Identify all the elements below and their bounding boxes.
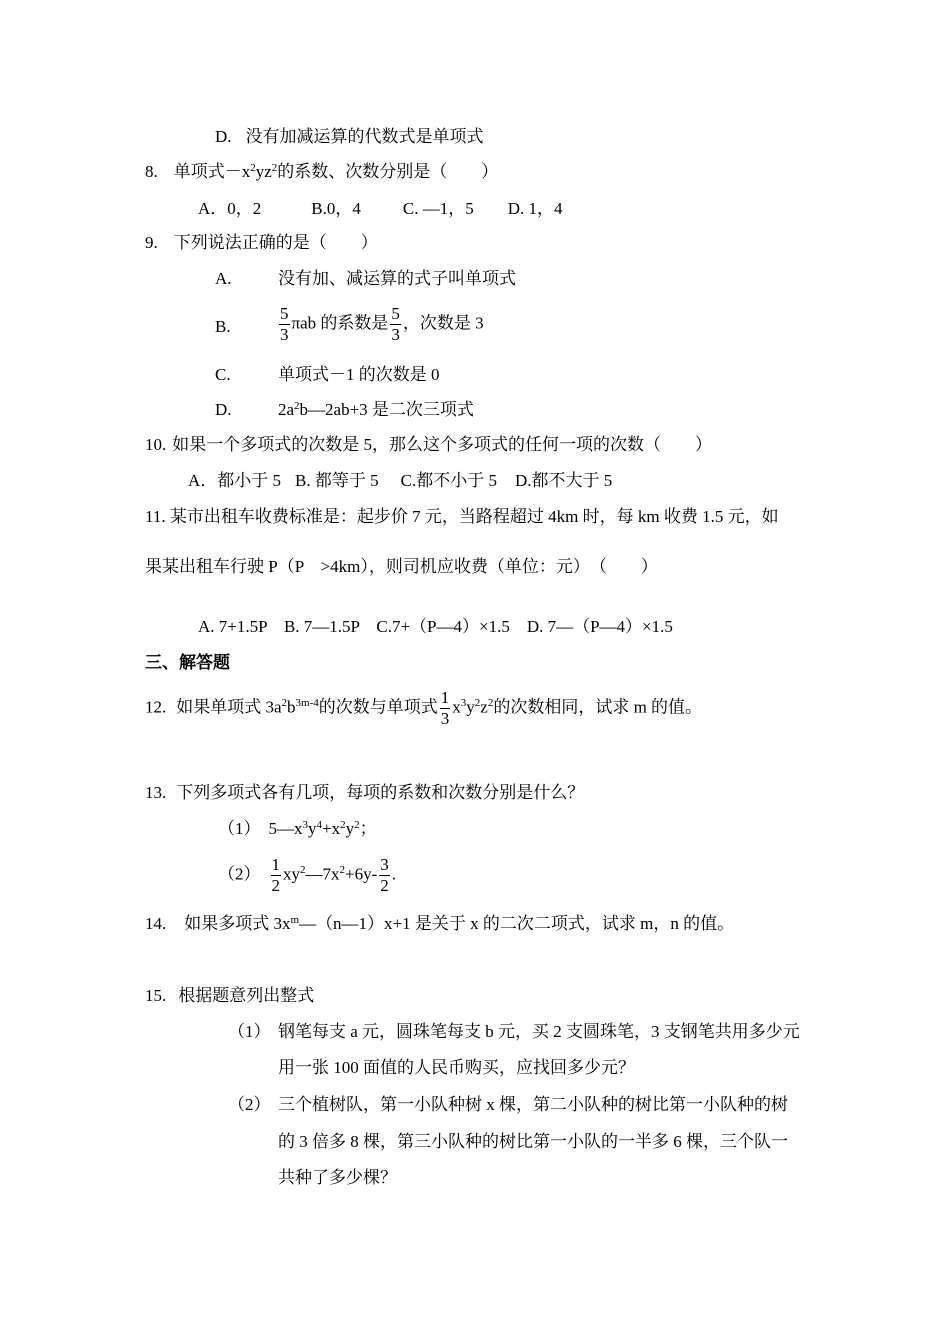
q14-stem	[145, 913, 734, 937]
q12-number: 12.	[145, 697, 167, 717]
q13-p1-part: ；	[359, 819, 377, 838]
q10-stem-text: 如果一个多项式的次数是 5，那么这个多项式的任何一项的次数（ ）	[172, 435, 712, 454]
q13-part-1	[218, 818, 377, 842]
q7-d-text: 没有加减运算的代数式是单项式	[245, 127, 484, 146]
q12-part: 如果单项式 3a	[176, 697, 282, 717]
q13-stem-text: 下列多项式各有几项，每项的系数和次数分别是什么？	[176, 783, 585, 802]
q8-options	[198, 198, 563, 220]
fraction-numerator: 3	[380, 855, 389, 874]
q13-p1-label: （1）	[218, 819, 261, 838]
q9-d-part: 2a	[278, 400, 295, 419]
q9-option-a-text: 没有加、减运算的式子叫单项式	[278, 269, 516, 288]
q9-d-sup: 2	[294, 400, 300, 412]
q13-sup: 3	[302, 819, 308, 831]
q12-part: x	[452, 697, 461, 717]
q8-option-b: B.0，4	[311, 199, 361, 218]
q9-option-b	[215, 316, 231, 338]
q13-stem	[145, 782, 584, 804]
q13-p1-part: +x	[322, 819, 341, 838]
q12-sup: 2	[474, 697, 481, 710]
fraction-denominator: 3	[440, 709, 450, 728]
q13-p2-part: +6y-	[345, 864, 378, 884]
q12-part: b	[287, 697, 296, 717]
q9-stem-text: 下列说法正确的是（ ）	[173, 233, 378, 252]
q8-stem-part: yz	[255, 162, 272, 181]
q8-stem-part: 单项式－x	[173, 162, 251, 181]
q8-option-d: D. 1，4	[507, 199, 563, 218]
q9-option-c	[215, 364, 231, 386]
q13-p2-part: —7x	[305, 864, 340, 884]
q9-option-a	[215, 268, 232, 290]
q10-stem	[145, 434, 712, 456]
q12-part: 的次数与单项式	[318, 697, 438, 717]
q9-c-label: C.	[215, 365, 231, 384]
q15-number: 15.	[145, 986, 167, 1005]
q13-part-2	[218, 855, 396, 896]
q9-b-label: B.	[215, 317, 231, 336]
fraction-denominator: 3	[391, 325, 400, 344]
q9-option-d	[215, 399, 232, 421]
q11-line-1: 11. 某市出租车收费标准是：起步价 7 元，当路程超过 4km 时，每 km 收费 1.5 元，如	[145, 507, 779, 526]
fraction	[379, 855, 390, 896]
q13-p1-part: 5—x	[268, 819, 303, 838]
q8-sup: 2	[271, 162, 278, 174]
q12-sup: 2	[281, 697, 288, 710]
q15-p1-line-2: 用一张 100 面值的人民币购买，应找回多少元？	[278, 1058, 635, 1077]
q12-sup: 3m-4	[295, 697, 319, 710]
q10-number: 10.	[145, 435, 167, 454]
q9-option-b-text	[277, 304, 484, 345]
q15-p2-line-2: 的 3 倍多 8 棵，第三小队种的树比第一小队的一半多 6 棵，三个队一	[278, 1132, 788, 1151]
q9-number: 9.	[145, 233, 158, 252]
q15-p1-label: （1）	[228, 1022, 271, 1041]
q13-number: 13.	[145, 783, 167, 802]
q7-option-d	[215, 126, 484, 148]
fraction-denominator: 2	[380, 876, 389, 895]
q9-option-d-text	[278, 399, 474, 423]
q13-p2-part: .	[391, 864, 396, 884]
q9-b-mid: πab 的系数是	[291, 313, 389, 333]
q8-stem	[145, 161, 498, 185]
q8-sup: 2	[250, 162, 256, 174]
q8-option-c: C. —1，5	[402, 199, 474, 218]
q11-options: A. 7+1.5P B. 7—1.5P C.7+（P—4）×1.5 D. 7—（P—4）×1.5	[198, 617, 673, 636]
q12-stem	[145, 688, 702, 729]
q9-stem	[145, 232, 378, 254]
q12-part: y	[466, 697, 475, 717]
q8-option-a: A．0，2	[198, 199, 262, 218]
q10-options	[188, 470, 612, 492]
q13-p2-label: （2）	[218, 864, 261, 884]
q13-sup: 2	[339, 864, 345, 877]
q10-option-d: D.都不大于 5	[514, 471, 613, 490]
section-title: 三、解答题	[145, 653, 230, 672]
q13-p1-part: y	[345, 819, 355, 838]
q14-part: —（n—1）x+1 是关于 x 的二次二项式，试求 m，n 的值。	[299, 914, 735, 933]
q15-p2-label: （2）	[228, 1095, 271, 1114]
q7-d-label: D.	[215, 127, 232, 146]
fraction	[271, 855, 282, 896]
fraction-numerator: 5	[280, 304, 289, 323]
q11-line-2: 果某出租车行驶 P（P >4km），则司机应收费（单位：元） （ ）	[145, 557, 658, 576]
q13-p1-part: y	[308, 819, 317, 838]
q13-sup: 2	[300, 864, 306, 877]
q13-sup: 4	[316, 819, 322, 831]
q12-part: z	[480, 697, 488, 717]
q8-number: 8.	[145, 162, 158, 181]
fraction	[440, 688, 451, 729]
fraction-denominator: 2	[271, 876, 280, 895]
q13-p2-part: xy	[283, 864, 300, 884]
q9-d-part: b—2ab+3 是二次三项式	[299, 400, 474, 419]
q10-option-c: C.都不小于 5	[400, 471, 497, 490]
q14-sup: m	[290, 914, 300, 926]
q12-sup: 2	[487, 697, 494, 710]
q14-number: 14.	[145, 914, 167, 933]
q15-stem-text: 根据题意列出整式	[178, 986, 315, 1005]
fraction-denominator: 3	[280, 325, 289, 344]
q9-a-label: A.	[215, 269, 232, 288]
q15-stem	[145, 985, 314, 1007]
q13-sup: 2	[340, 819, 346, 831]
q12-part: 的次数相同，试求 m 的值。	[493, 697, 703, 717]
fraction-numerator: 1	[271, 855, 280, 874]
q9-b-end: ，次数是 3	[402, 313, 484, 333]
q15-p2-line-3: 共种了多少棵？	[278, 1168, 397, 1187]
fraction	[390, 304, 401, 345]
q12-sup: 3	[460, 697, 467, 710]
q8-stem-part: 的系数、次数分别是（ ）	[277, 162, 499, 181]
q15-p2-line-1: 三个植树队，第一小队种树 x 棵，第二小队种的树比第一小队种的树	[278, 1095, 788, 1114]
q10-option-b: B. 都等于 5	[295, 471, 379, 490]
fraction-numerator: 5	[391, 304, 400, 323]
q10-option-a: A．都小于 5	[188, 471, 282, 490]
q13-sup: 2	[354, 819, 360, 831]
q9-d-label: D.	[215, 400, 232, 419]
q9-option-c-text: 单项式－1 的次数是 0	[278, 365, 440, 384]
q14-part: 如果多项式 3x	[184, 914, 291, 933]
fraction-numerator: 1	[440, 688, 450, 707]
q15-p1-line-1: 钢笔每支 a 元，圆珠笔每支 b 元，买 2 支圆珠笔，3 支钢笔共用多少元	[278, 1022, 800, 1041]
fraction	[279, 304, 290, 345]
